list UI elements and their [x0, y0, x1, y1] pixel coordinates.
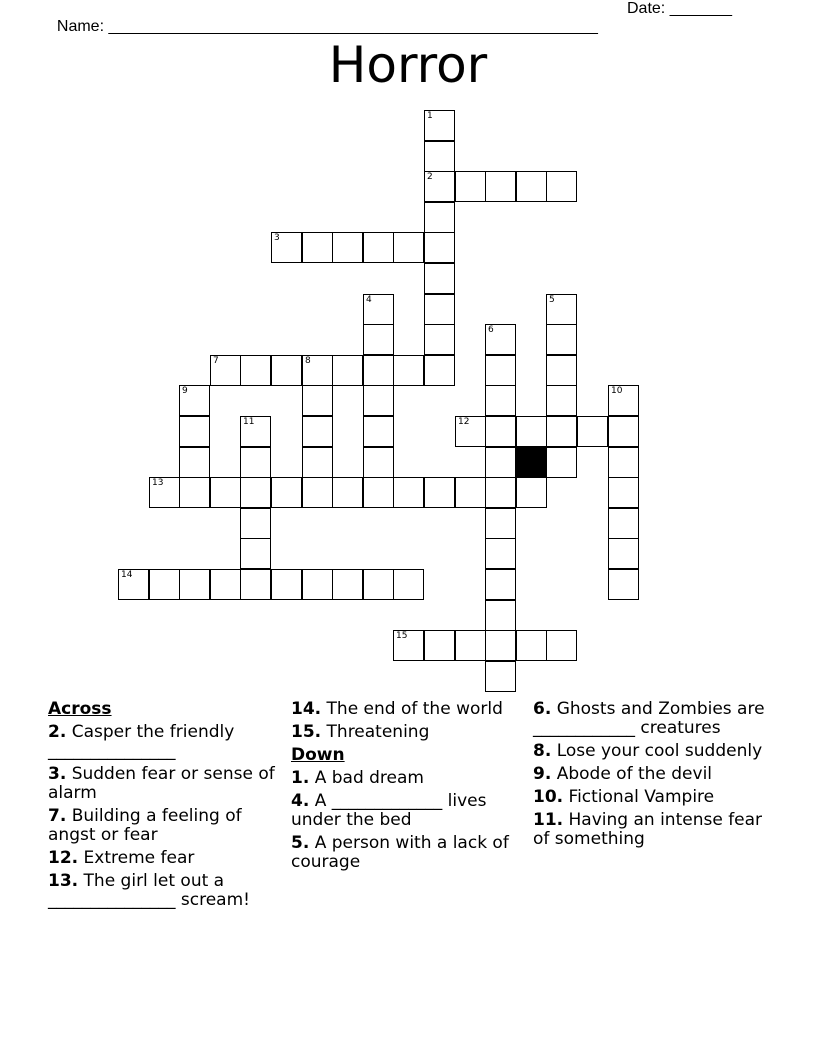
clue-item-number: 5.	[291, 833, 310, 853]
clue-item	[533, 765, 773, 784]
grid-cell[interactable]	[302, 477, 333, 508]
grid-cell[interactable]	[179, 477, 210, 508]
clue-number: 8	[305, 356, 311, 366]
grid-cell[interactable]	[424, 232, 455, 263]
grid-cell[interactable]	[271, 477, 302, 508]
grid-cell[interactable]	[608, 508, 639, 539]
grid-cell[interactable]	[271, 232, 302, 263]
clue-number: 6	[488, 325, 494, 335]
clue-number: 7	[213, 356, 219, 366]
grid-cell[interactable]	[608, 447, 639, 478]
grid-cell[interactable]	[240, 355, 271, 386]
grid-cell[interactable]	[332, 477, 363, 508]
grid-cell[interactable]	[485, 600, 516, 631]
grid-cell[interactable]	[424, 355, 455, 386]
down-heading: Down	[291, 745, 345, 765]
grid-cell[interactable]	[485, 355, 516, 386]
grid-cell[interactable]	[302, 385, 333, 416]
grid-cell[interactable]	[485, 569, 516, 600]
grid-cell[interactable]	[363, 416, 394, 447]
grid-cell[interactable]	[240, 569, 271, 600]
grid-cell[interactable]	[577, 416, 608, 447]
clue-number: 5	[549, 295, 555, 305]
grid-cell[interactable]	[363, 355, 394, 386]
clue-item	[533, 788, 773, 807]
grid-cell[interactable]	[240, 477, 271, 508]
clue-item	[48, 765, 284, 803]
clue-item-number: 1.	[291, 768, 310, 788]
grid-cell[interactable]	[485, 416, 516, 447]
clue-item-number: 8.	[533, 741, 552, 761]
grid-cell[interactable]	[546, 355, 577, 386]
clue-item-text: The end of the world	[321, 699, 503, 719]
grid-cell[interactable]	[424, 110, 455, 141]
clue-item-number: 14.	[291, 699, 322, 719]
clues-column-3	[533, 700, 773, 853]
grid-cell[interactable]	[302, 569, 333, 600]
grid-cell[interactable]	[516, 477, 547, 508]
clue-item-text: Casper the friendly _______________	[48, 722, 235, 761]
clues-column-1	[48, 700, 284, 914]
grid-cell[interactable]	[424, 324, 455, 355]
grid-cell[interactable]	[424, 477, 455, 508]
grid-cell[interactable]	[240, 538, 271, 569]
grid-cell[interactable]	[210, 477, 241, 508]
grid-cell[interactable]	[149, 569, 180, 600]
clue-number: 14	[121, 570, 133, 580]
grid-cell[interactable]	[332, 569, 363, 600]
grid-cell[interactable]	[240, 447, 271, 478]
grid-cell[interactable]	[210, 355, 241, 386]
grid-cell[interactable]	[424, 141, 455, 172]
clue-item-number: 13.	[48, 871, 79, 891]
clue-number: 9	[182, 386, 188, 396]
clue-item-number: 4.	[291, 791, 310, 811]
clue-number: 3	[274, 233, 280, 243]
grid-cell[interactable]	[210, 569, 241, 600]
grid-cell[interactable]	[546, 171, 577, 202]
clue-item	[291, 700, 527, 719]
grid-cell[interactable]	[516, 630, 547, 661]
grid-cell[interactable]	[455, 416, 486, 447]
grid-cell[interactable]	[363, 569, 394, 600]
grid-cell[interactable]	[179, 447, 210, 478]
grid-cell[interactable]	[608, 416, 639, 447]
grid-cell[interactable]	[363, 447, 394, 478]
grid-cell[interactable]	[485, 477, 516, 508]
clue-item	[48, 872, 284, 910]
clue-item	[533, 811, 773, 849]
grid-cell[interactable]	[424, 630, 455, 661]
grid-cell[interactable]	[271, 355, 302, 386]
grid-cell[interactable]	[546, 630, 577, 661]
clue-item-text: A _____________ lives under the bed	[291, 791, 487, 830]
grid-cell[interactable]	[608, 538, 639, 569]
clue-item-number: 6.	[533, 699, 552, 719]
clue-item-text: Sudden fear or sense of alarm	[48, 764, 275, 803]
grid-cell[interactable]	[302, 416, 333, 447]
grid-cell[interactable]	[608, 569, 639, 600]
clue-item-number: 12.	[48, 848, 79, 868]
grid-cell[interactable]	[240, 416, 271, 447]
clue-number: 11	[243, 417, 255, 427]
grid-cell[interactable]	[332, 232, 363, 263]
clue-item-number: 15.	[291, 722, 322, 742]
clue-number: 4	[366, 295, 372, 305]
grid-cell[interactable]	[485, 447, 516, 478]
grid-cell[interactable]	[424, 171, 455, 202]
clue-item-text: Building a feeling of angst or fear	[48, 806, 242, 845]
grid-cell[interactable]	[393, 569, 424, 600]
grid-cell[interactable]	[118, 569, 149, 600]
clue-item	[48, 807, 284, 845]
grid-cell[interactable]	[546, 294, 577, 325]
grid-cell[interactable]	[240, 508, 271, 539]
grid-cell[interactable]	[485, 508, 516, 539]
clue-item	[48, 849, 284, 868]
clue-item	[48, 723, 284, 761]
page-title: Horror	[328, 36, 488, 94]
grid-cell[interactable]	[363, 324, 394, 355]
clue-item-number: 10.	[533, 787, 564, 807]
grid-cell[interactable]	[546, 324, 577, 355]
grid-cell[interactable]	[332, 355, 363, 386]
grid-cell[interactable]	[393, 232, 424, 263]
grid-cell[interactable]	[485, 630, 516, 661]
grid-cell[interactable]	[485, 661, 516, 692]
grid-cell[interactable]	[608, 385, 639, 416]
grid-cell[interactable]	[455, 477, 486, 508]
across-heading: Across	[48, 699, 112, 719]
grid-cell[interactable]	[179, 385, 210, 416]
grid-cell[interactable]	[179, 416, 210, 447]
date-line: Date: _______	[627, 0, 732, 17]
grid-cell[interactable]	[393, 355, 424, 386]
grid-cell[interactable]	[393, 477, 424, 508]
grid-cell[interactable]	[363, 232, 394, 263]
grid-cell[interactable]	[455, 630, 486, 661]
grid-cell[interactable]	[302, 232, 333, 263]
grid-cell[interactable]	[455, 171, 486, 202]
clue-item-text: Threatening	[321, 722, 430, 742]
clues-column-2	[291, 700, 527, 876]
clue-number: 15	[396, 631, 408, 641]
clue-item-number: 7.	[48, 806, 67, 826]
clue-item	[291, 723, 527, 742]
grid-cell[interactable]	[363, 385, 394, 416]
clue-item-number: 9.	[533, 764, 552, 784]
clue-item-text: Fictional Vampire	[563, 787, 715, 807]
grid-cell[interactable]	[363, 294, 394, 325]
grid-cell[interactable]	[485, 324, 516, 355]
clue-number: 1	[427, 111, 433, 121]
clue-item-text: A person with a lack of courage	[291, 833, 509, 872]
clue-item	[291, 792, 527, 830]
grid-cell[interactable]	[363, 477, 394, 508]
clue-item-text: The girl let out a _______________ scream!	[48, 871, 250, 910]
grid-cell[interactable]	[302, 447, 333, 478]
clue-item-text: Extreme fear	[78, 848, 195, 868]
clue-item-number: 2.	[48, 722, 67, 742]
grid-cell[interactable]	[485, 385, 516, 416]
grid-cell-black	[516, 447, 547, 478]
grid-cell[interactable]	[393, 630, 424, 661]
clue-number: 2	[427, 172, 433, 182]
grid-cell[interactable]	[546, 447, 577, 478]
clue-item	[533, 742, 773, 761]
grid-cell[interactable]	[271, 569, 302, 600]
grid-cell[interactable]	[516, 171, 547, 202]
header	[48, 0, 768, 35]
grid-cell[interactable]	[424, 202, 455, 233]
clue-item-text: Abode of the devil	[551, 764, 713, 784]
grid-cell[interactable]	[149, 477, 180, 508]
clue-item-text: Ghosts and Zombies are ____________ creatures	[533, 699, 765, 738]
grid-cell[interactable]	[546, 385, 577, 416]
name-line: Name: _______________________________________________________	[56, 18, 598, 35]
clue-item	[291, 834, 527, 872]
clue-item-number: 11.	[533, 810, 564, 830]
clue-number: 13	[152, 478, 164, 488]
clue-item-text: Having an intense fear of something	[533, 810, 763, 849]
clue-item-text: Lose your cool suddenly	[551, 741, 763, 761]
grid-cell[interactable]	[179, 569, 210, 600]
clue-item	[291, 769, 527, 788]
clue-item-number: 3.	[48, 764, 67, 784]
grid-cell[interactable]	[516, 416, 547, 447]
grid-cell[interactable]	[424, 294, 455, 325]
grid-cell[interactable]	[608, 477, 639, 508]
grid-cell[interactable]	[485, 538, 516, 569]
grid-cell[interactable]	[302, 355, 333, 386]
grid-cell[interactable]	[546, 416, 577, 447]
grid-cell[interactable]	[485, 171, 516, 202]
clue-number: 12	[458, 417, 470, 427]
clue-item-text: A bad dream	[309, 768, 424, 788]
clue-item	[533, 700, 773, 738]
clue-number: 10	[611, 386, 623, 396]
grid-cell[interactable]	[424, 263, 455, 294]
